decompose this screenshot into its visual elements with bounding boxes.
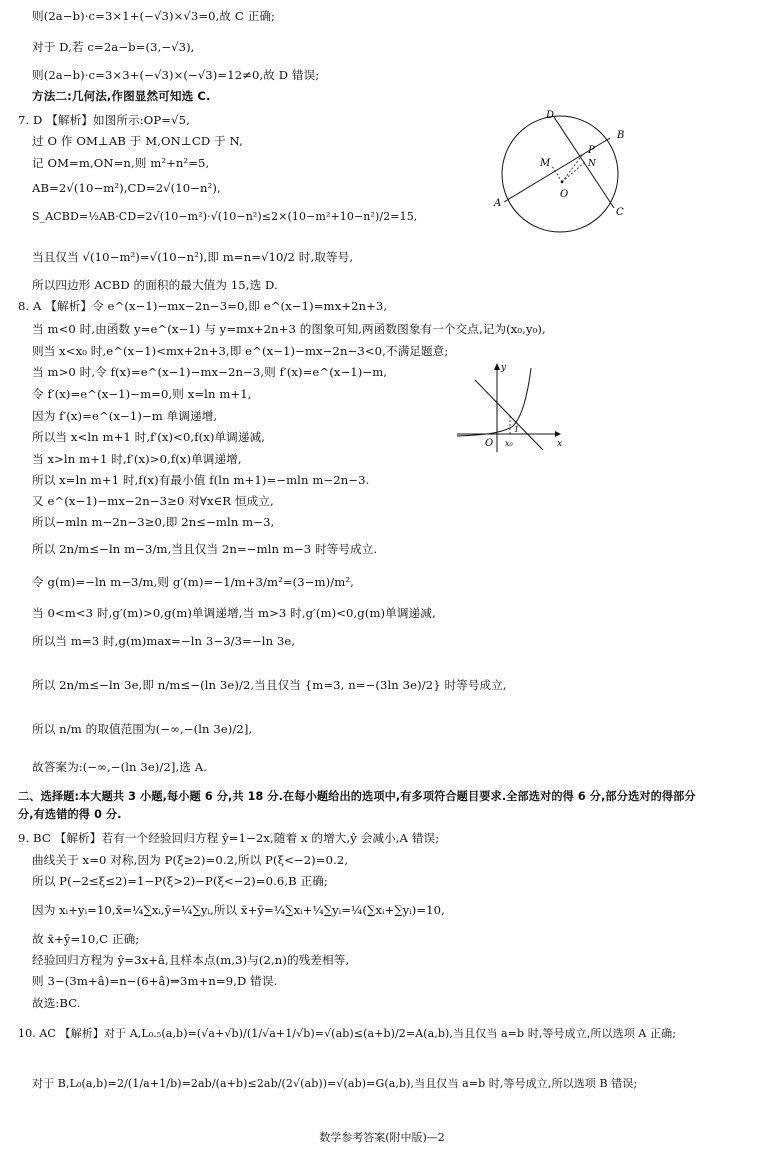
line-35: 故 x̄+ȳ=10,C 正确; [32,932,140,946]
circle-outline [502,116,618,232]
line-3: 方法二:几何法,作图显然可知选 C. [32,89,211,103]
line-4: 7. D 【解析】如图所示:OP=√5, [18,113,190,127]
label-n: N [588,159,596,169]
label-x0: x₀ [505,439,513,448]
label-one: 1 [514,425,520,434]
line-38: 故选:BC. [32,996,81,1010]
line-9: 当且仅当 √(10−m²)=√(10−n²),即 m=n=√10/2 时,取等号, [32,250,354,264]
line-0: 则(2a−b)·c=3×1+(−√3)×√3=0,故 C 正确; [32,9,276,23]
label-p: P [588,145,595,156]
line-32: 曲线关于 x=0 对称,因为 P(ξ≥2)=0.2,所以 P(ξ<−2)=0.2, [32,853,349,867]
line-40: 对于 B,L₀(a,b)=2/(1/a+1/b)=2ab/(a+b)≤2ab/(2√(ab))=√(ab)=G(a,b),当且仅当 a=b 时,等号成立,所以选项 B 错误; [32,1077,638,1090]
line-2: 则(2a−b)·c=3×3+(−√3)×(−√3)=12≠0,故 D 错误; [32,68,320,82]
label-x: x [557,439,563,449]
line-10: 所以四边形 ACBD 的面积的最大值为 15,选 D. [32,278,278,292]
line-16: 因为 f′(x)=e^(x−1)−m 单调递增, [32,409,218,423]
line-19: 所以 x=ln m+1 时,f(x)有最小值 f(ln m+1)=−mln m−2n−3. [32,473,370,487]
line-23: 令 g(m)=−ln m−3/m,则 g′(m)=−1/m+3/m²=(3−m)/m², [32,575,354,589]
label-d: D [546,110,555,121]
line-5: 过 O 作 OM⊥AB 于 M,ON⊥CD 于 N, [32,134,243,148]
line-20: 又 e^(x−1)−mx−2n−3≥0 对∀x∈R 恒成立, [32,494,274,508]
line-25: 所以当 m=3 时,g(m)max=−ln 3−3/3=−ln 3e, [32,634,296,648]
line-36: 经验回归方程为 ŷ=3x+â,且样本点(m,3)与(2,n)的残差相等, [32,953,350,967]
line-17: 所以当 x<ln m+1 时,f′(x)<0,f(x)单调递减, [32,430,266,444]
label-m: M [540,158,551,169]
line-27: 所以 n/m 的取值范围为(−∞,−(ln 3e)/2], [32,722,253,736]
line-33: 所以 P(−2≤ξ≤2)=1−P(ξ>2)−P(ξ<−2)=0.6,B 正确; [32,874,328,888]
center-point [561,181,564,184]
label-o: O [560,189,569,200]
page-footer: 数学参考答案(附中版)—2 [319,1131,445,1144]
line-26: 所以 2n/m≤−ln 3e,即 n/m≤−(ln 3e)/2,当且仅当 {m=3, n=−(3ln 3e)/2} 时等号成立, [32,678,507,692]
line-6: 记 OM=m,ON=n,则 m²+n²=5, [32,156,210,170]
y-axis-arrow [494,363,500,370]
line-39: 10. AC 【解析】对于 A,L₀.₅(a,b)=(√a+√b)/(1/√a+1/√b)=√(ab)≤(a+b)/2=A(a,b),当且仅当 a=b 时,等号成立,所以选项 A 正确; [18,1027,677,1040]
circle-quadrilateral-figure [490,108,635,238]
line-37: 则 3−(3m+â)=n−(6+â)⇒3m+n=9,D 错误. [32,974,278,988]
line-34: 因为 xᵢ+yᵢ=10,x̄=¼∑xᵢ,ȳ=¼∑yᵢ,所以 x̄+ȳ=¼∑xᵢ+¼∑yᵢ=¼(∑xᵢ+∑yᵢ)=10, [32,903,445,917]
line-14: 当 m>0 时,令 f(x)=e^(x−1)−mx−2n−3,则 f′(x)=e^(x−1)−m, [32,365,388,379]
section-heading-cont: 分,有选错的得 0 分. [18,808,122,821]
x-axis-arrow [555,431,561,437]
label-a: A [494,198,502,209]
line-1: 对于 D,若 c=2a−b=(3,−√3), [32,40,195,54]
segment-on [562,161,586,182]
line-13: 则当 x<x₀ 时,e^(x−1)<mx+2n+3,即 e^(x−1)−mx−2n−3<0,不满足题意; [32,344,449,358]
segment-op [562,154,583,182]
line-22: 所以 2n/m≤−ln m−3/m,当且仅当 2n=−mln m−3 时等号成立. [32,542,378,556]
line-31: 9. BC 【解析】若有一个经验回归方程 ŷ=1−2x,随着 x 的增大,ŷ 会减小,A 错误; [18,831,440,845]
line-15: 令 f′(x)=e^(x−1)−m=0,则 x=ln m+1, [32,387,252,401]
line-28: 故答案为:(−∞,−(ln 3e)/2],选 A. [32,760,208,774]
function-graph-figure [455,360,565,455]
line-18: 当 x>ln m+1 时,f′(x)>0,f(x)单调递增, [32,452,242,466]
label-b: B [617,130,625,141]
line-21: 所以−mln m−2n−3≥0,即 2n≤−mln m−3, [32,515,275,529]
label-y: y [501,363,507,373]
label-c: C [616,207,624,218]
label-origin: O [485,438,494,449]
line-8: S_ACBD=½AB·CD=2√(10−m²)·√(10−n²)≤2×(10−m²+10−n²)/2=15, [32,210,418,223]
section-heading: 二、选择题:本大题共 3 小题,每小题 6 分,共 18 分.在每小题给出的选项中,有多项符合题目要求.全部选对的得 6 分,部分选对的得部分 [18,790,696,803]
line-12: 当 m<0 时,由函数 y=e^(x−1) 与 y=mx+2n+3 的图象可知,两函数图象有一个交点,记为(x₀,y₀), [32,322,546,336]
line-24: 当 0<m<3 时,g′(m)>0,g(m)单调递增,当 m>3 时,g′(m)<0,g(m)单调递减, [32,606,436,620]
line-11: 8. A 【解析】令 e^(x−1)−mx−2n−3=0,即 e^(x−1)=mx+2n+3, [18,299,388,313]
line-7: AB=2√(10−m²),CD=2√(10−n²), [32,181,221,195]
